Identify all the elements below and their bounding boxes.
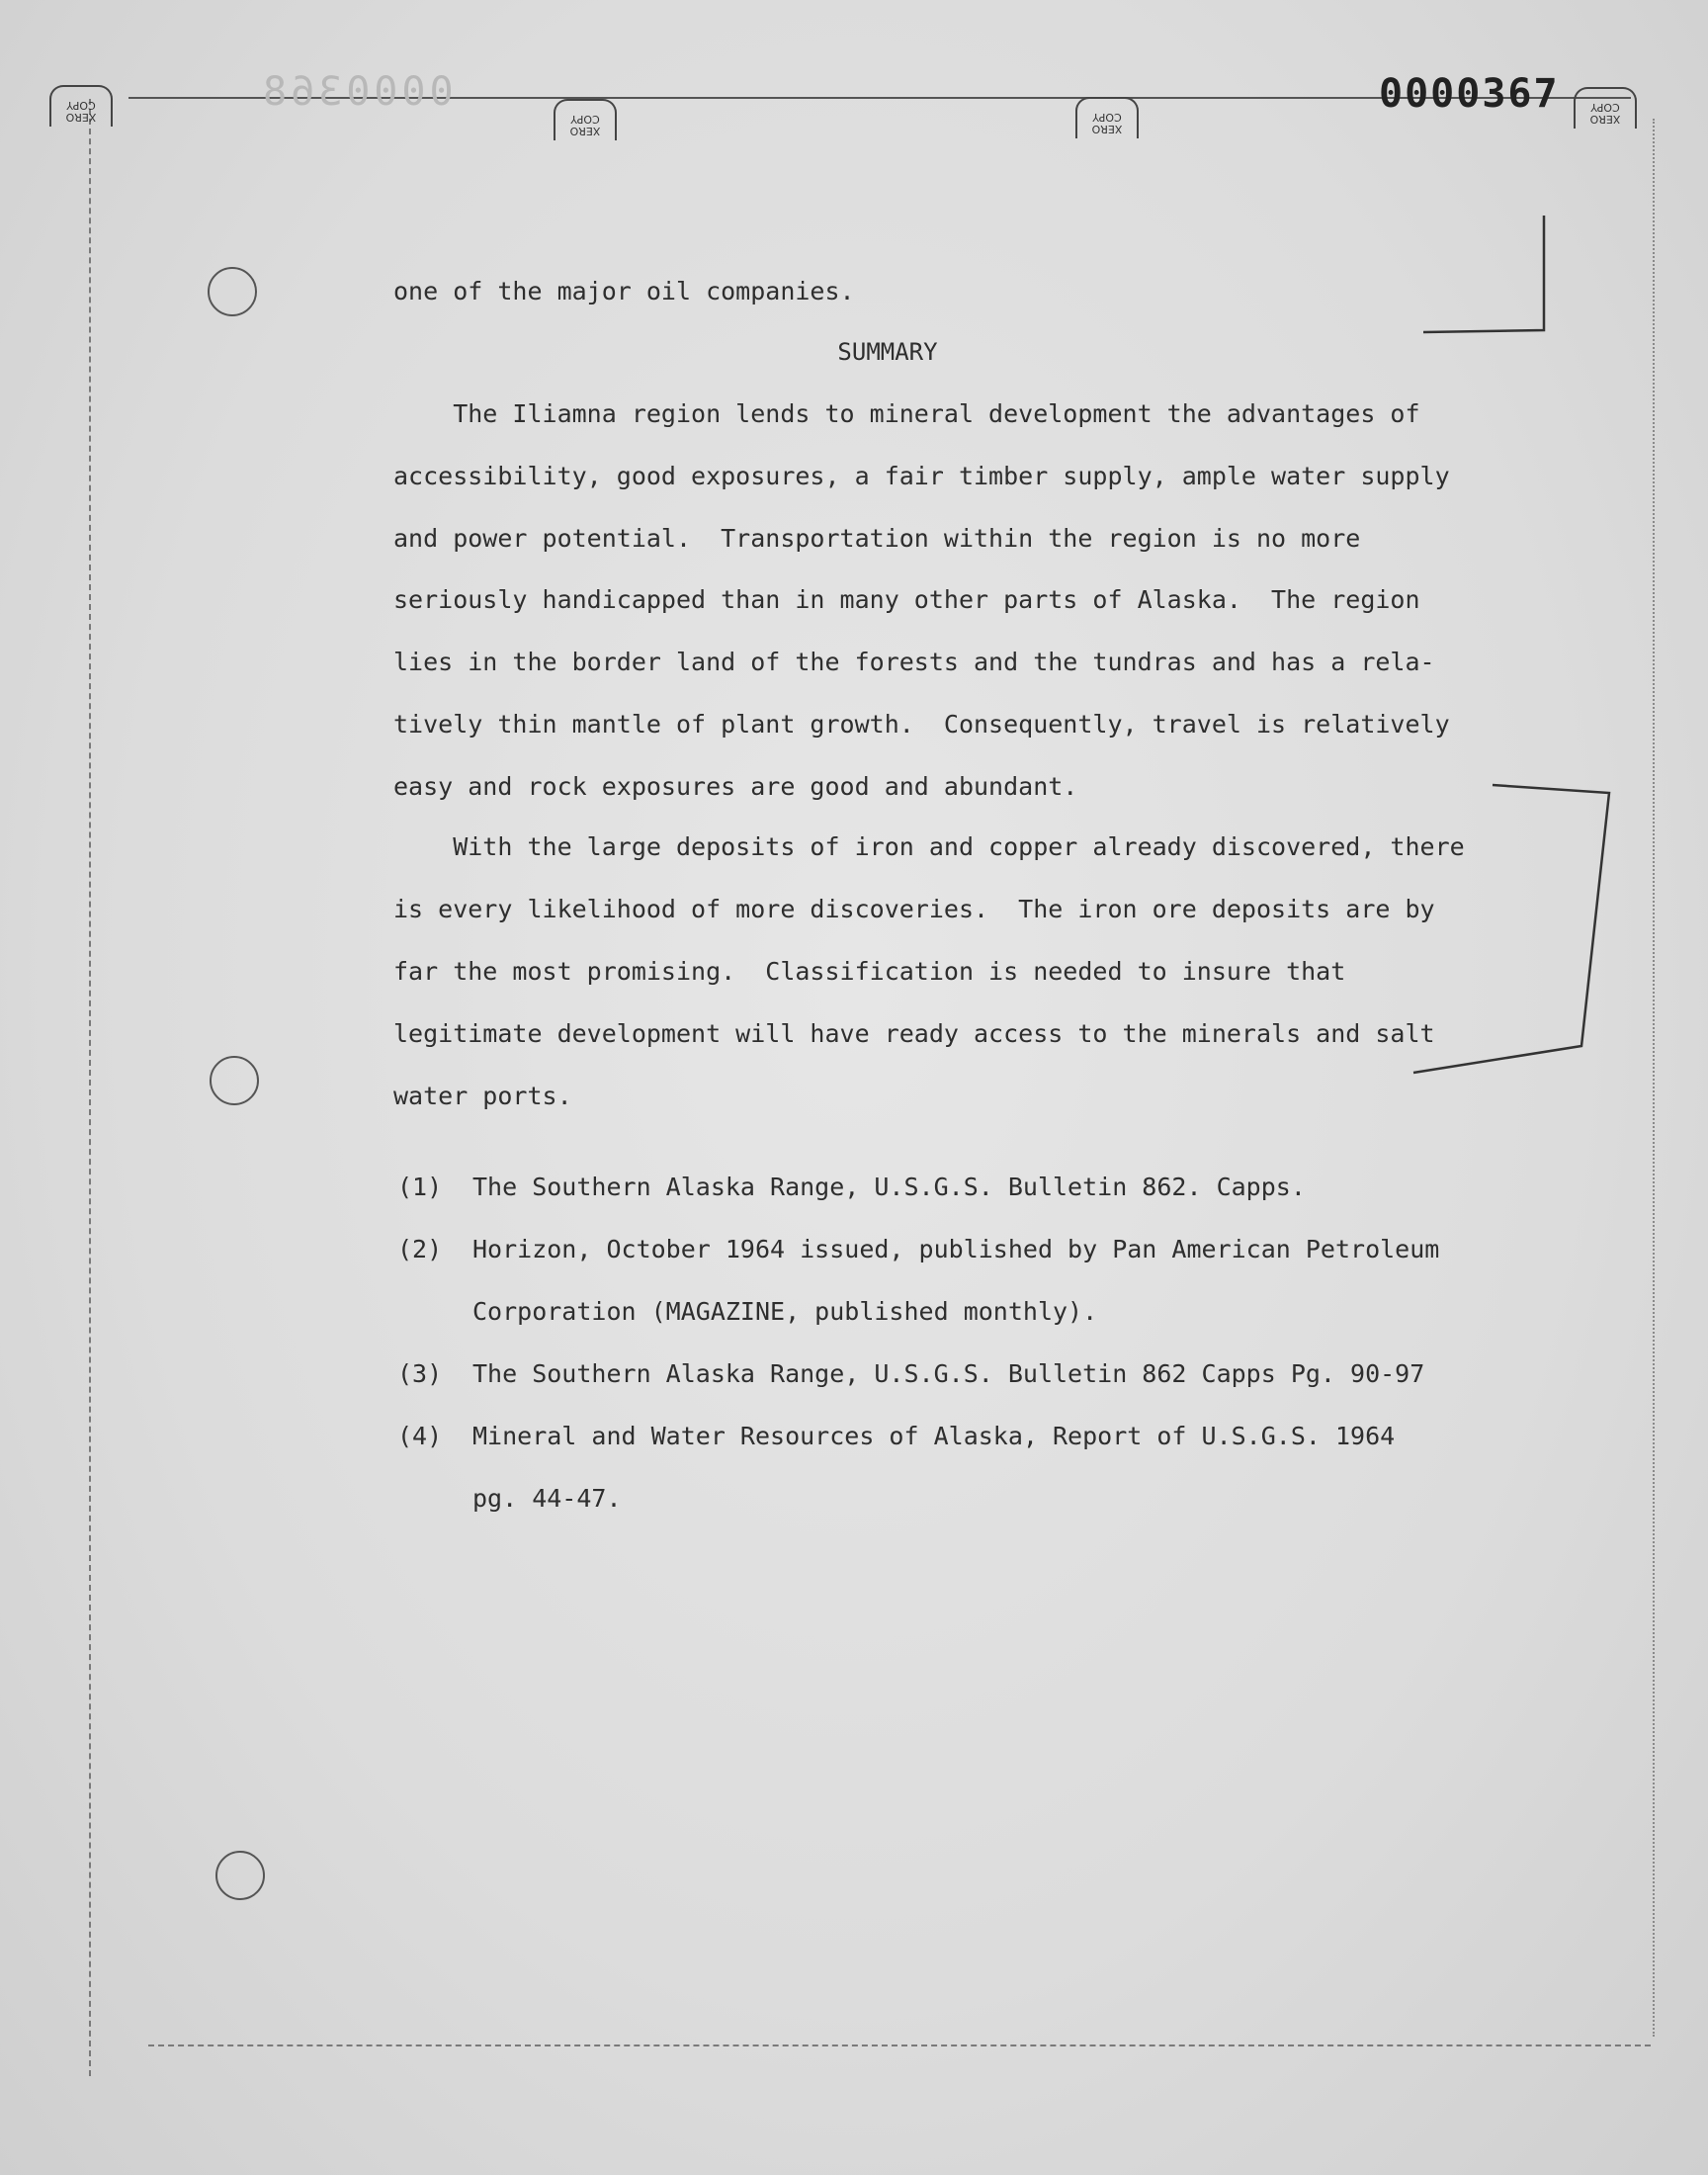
paragraph-line: and power potential. Transportation within the region is no more [393, 524, 1361, 553]
bracket-mark [1423, 216, 1544, 332]
reference-text: pg. 44-47. [472, 1484, 622, 1513]
reference-text: Mineral and Water Resources of Alaska, Report of U.S.G.S. 1964 [472, 1422, 1396, 1450]
stamp-text: XERO [1589, 113, 1621, 126]
paragraph-line: lies in the border land of the forests and the tundras and has a rela- [393, 648, 1435, 676]
reference-text: The Southern Alaska Range, U.S.G.S. Bulletin 862. Capps. [472, 1173, 1306, 1201]
paragraph-line: seriously handicapped than in many other parts of Alaska. The region [393, 585, 1420, 614]
paragraph-line: far the most promising. Classification is needed to insure that [393, 957, 1346, 986]
stamp-text: COPY [1590, 101, 1620, 114]
page-number: 0000367 [1379, 71, 1560, 117]
paragraph-line: With the large deposits of iron and copper already discovered, there [393, 832, 1465, 861]
reference-text: The Southern Alaska Range, U.S.G.S. Bulletin 862 Capps Pg. 90-97 [472, 1359, 1425, 1388]
stamp-text: XERO [1091, 123, 1123, 135]
reference-number: (3) [397, 1359, 443, 1388]
stamp-text: COPY [570, 113, 600, 126]
paragraph-line: water ports. [393, 1082, 572, 1110]
reference-number: (1) [397, 1173, 443, 1201]
lead-line: one of the major oil companies. [393, 277, 855, 305]
stamp-text: COPY [1092, 111, 1122, 124]
stamp-text: XERO [569, 125, 601, 137]
reference-number: (2) [397, 1235, 443, 1263]
summary-heading: SUMMARY [837, 338, 938, 366]
bracket-mark [1413, 785, 1609, 1073]
stamp-text: COPY [66, 99, 96, 112]
paragraph-line: legitimate development will have ready access to the minerals and salt [393, 1019, 1435, 1048]
paragraph-line: The Iliamna region lends to mineral development the advantages of [393, 399, 1420, 428]
stamp-text: XERO [65, 111, 97, 124]
reference-number: (4) [397, 1422, 443, 1450]
reference-text: Corporation (MAGAZINE, published monthly). [472, 1297, 1098, 1326]
paragraph-line: accessibility, good exposures, a fair timber supply, ample water supply [393, 462, 1450, 490]
paragraph-line: tively thin mantle of plant growth. Consequently, travel is relatively [393, 710, 1450, 739]
bleed-through-page-number: 0000368 [259, 69, 454, 115]
reference-text: Horizon, October 1964 issued, published by Pan American Petroleum [472, 1235, 1440, 1263]
paragraph-line: easy and rock exposures are good and abundant. [393, 772, 1078, 801]
paragraph-line: is every likelihood of more discoveries. The iron ore deposits are by [393, 895, 1435, 923]
